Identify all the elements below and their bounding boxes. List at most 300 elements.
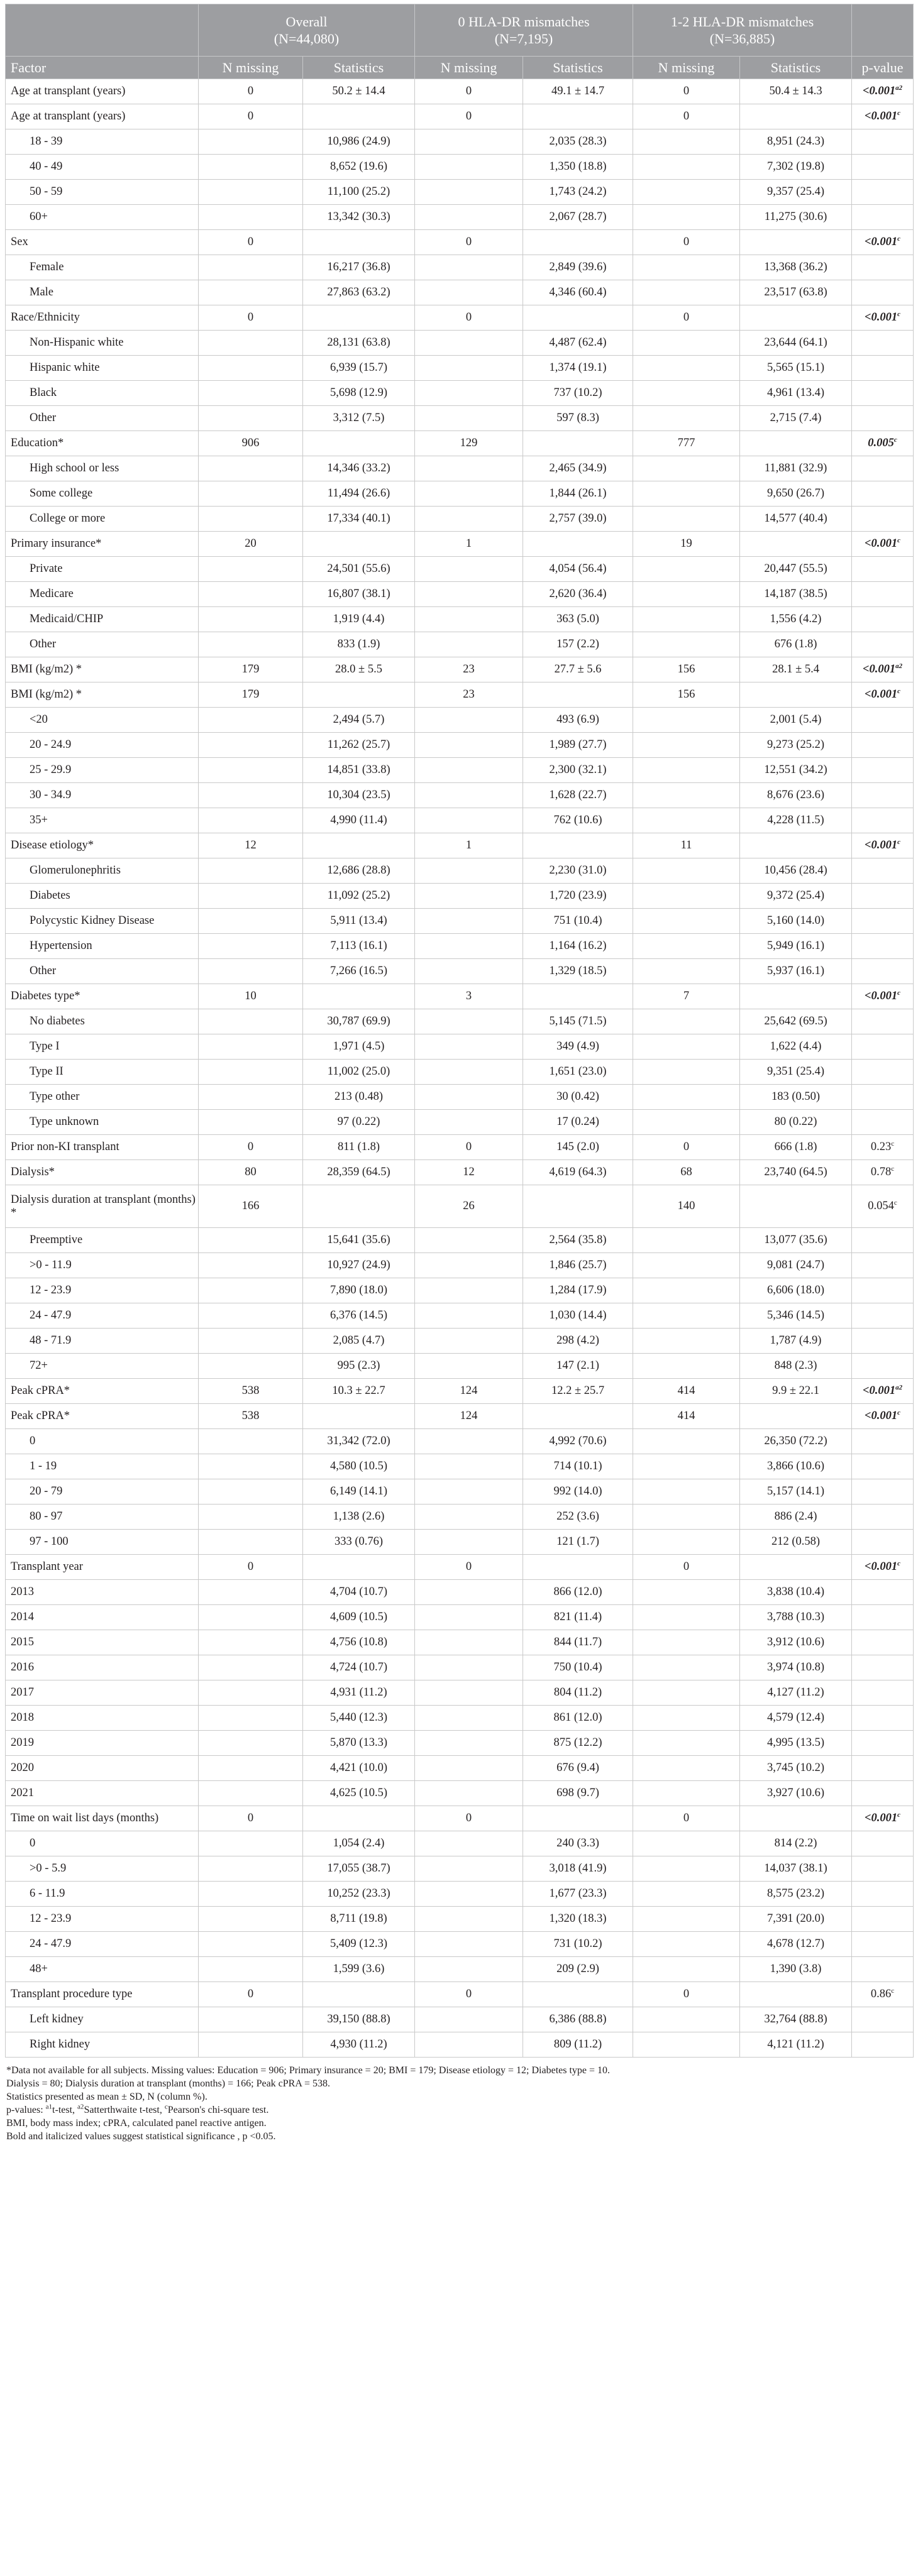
p-value-cell <box>852 1185 914 1228</box>
p-value-cell <box>852 1060 914 1085</box>
factor-cell: Type unknown <box>6 1110 199 1135</box>
n-missing-cell <box>199 1706 303 1731</box>
n-missing-cell: 0 <box>415 1806 523 1831</box>
n-missing-cell: 0 <box>199 79 303 104</box>
statistics-cell: 1,284 (17.9) <box>523 1278 633 1303</box>
statistics-cell: 1,329 (18.5) <box>523 959 633 984</box>
factor-cell: 24 - 47.9 <box>6 1932 199 1957</box>
table-row <box>6 2007 914 2032</box>
factor-cell: 0 <box>6 1831 199 1856</box>
n-missing-cell <box>199 1009 303 1034</box>
p-value-cell <box>852 984 914 1009</box>
p-value-cell <box>852 406 914 431</box>
n-missing-cell: 23 <box>415 682 523 708</box>
n-missing-cell <box>199 1354 303 1379</box>
table-row <box>6 557 914 582</box>
factor-cell: Female <box>6 255 199 280</box>
n-missing-cell: 156 <box>633 657 740 682</box>
statistics-cell: 1,390 (3.8) <box>740 1957 852 1982</box>
table-row <box>6 833 914 858</box>
statistics-cell: 804 (11.2) <box>523 1680 633 1706</box>
p-value-cell <box>852 2032 914 2058</box>
n-missing-cell <box>415 1580 523 1605</box>
statistics-cell: 8,951 (24.3) <box>740 129 852 155</box>
statistics-cell: 814 (2.2) <box>740 1831 852 1856</box>
factor-cell: Education* <box>6 431 199 456</box>
statistics-cell: 23,644 (64.1) <box>740 331 852 356</box>
table-row <box>6 884 914 909</box>
table-row <box>6 1680 914 1706</box>
statistics-cell: 10,304 (23.5) <box>303 783 415 808</box>
table-row <box>6 1354 914 1379</box>
n-missing-cell <box>415 507 523 532</box>
n-missing-cell <box>633 1731 740 1756</box>
p-value-cell <box>852 2007 914 2032</box>
n-missing-cell <box>199 1655 303 1680</box>
statistics-cell: 4,619 (64.3) <box>523 1160 633 1185</box>
factor-cell: 20 - 79 <box>6 1479 199 1504</box>
table-row <box>6 456 914 481</box>
table-row <box>6 1085 914 1110</box>
n-missing-cell <box>199 1253 303 1278</box>
characteristics-table <box>5 4 914 2058</box>
statistics-cell: 25,642 (69.5) <box>740 1009 852 1034</box>
factor-cell: 2018 <box>6 1706 199 1731</box>
n-missing-cell: 26 <box>415 1185 523 1228</box>
factor-cell: Transplant procedure type <box>6 1982 199 2007</box>
statistics-cell: 731 (10.2) <box>523 1932 633 1957</box>
p-value-cell <box>852 1530 914 1555</box>
table-row <box>6 909 914 934</box>
factor-cell: 24 - 47.9 <box>6 1303 199 1329</box>
table-row <box>6 858 914 884</box>
n-missing-cell <box>415 1278 523 1303</box>
n-missing-cell <box>199 406 303 431</box>
statistics-cell: 11,262 (25.7) <box>303 733 415 758</box>
statistics-cell: 8,575 (23.2) <box>740 1882 852 1907</box>
table-row <box>6 1756 914 1781</box>
statistics-cell: 9,273 (25.2) <box>740 733 852 758</box>
p-value-cell <box>852 858 914 884</box>
table-row <box>6 1404 914 1429</box>
statistics-cell: 6,376 (14.5) <box>303 1303 415 1329</box>
n-missing-cell: 414 <box>633 1404 740 1429</box>
n-missing-cell <box>633 1504 740 1530</box>
n-missing-cell <box>633 783 740 808</box>
header-n-missing: N missing <box>199 57 303 79</box>
n-missing-cell <box>199 1278 303 1303</box>
statistics-cell: 183 (0.50) <box>740 1085 852 1110</box>
p-value-cell <box>852 1479 914 1504</box>
statistics-cell: 737 (10.2) <box>523 381 633 406</box>
n-missing-cell <box>199 1680 303 1706</box>
p-value-test-marker: a2 <box>895 1383 903 1391</box>
n-missing-cell <box>415 1479 523 1504</box>
p-value-cell <box>852 1354 914 1379</box>
table-row <box>6 1580 914 1605</box>
p-value-cell <box>852 1429 914 1454</box>
n-missing-cell <box>415 1034 523 1060</box>
statistics-cell: 157 (2.2) <box>523 632 633 657</box>
header-blank-cell <box>6 4 199 57</box>
statistics-cell: 7,890 (18.0) <box>303 1278 415 1303</box>
statistics-cell: 3,912 (10.6) <box>740 1630 852 1655</box>
table-row <box>6 959 914 984</box>
p-value-cell <box>852 733 914 758</box>
statistics-cell: 212 (0.58) <box>740 1530 852 1555</box>
statistics-cell: 2,001 (5.4) <box>740 708 852 733</box>
table-row <box>6 1605 914 1630</box>
p-value-cell <box>852 1253 914 1278</box>
p-value-cell <box>852 808 914 833</box>
n-missing-cell: 19 <box>633 532 740 557</box>
statistics-cell: 4,228 (11.5) <box>740 808 852 833</box>
statistics-cell: 10,986 (24.9) <box>303 129 415 155</box>
statistics-cell: 6,149 (14.1) <box>303 1479 415 1504</box>
statistics-cell: 3,927 (10.6) <box>740 1781 852 1806</box>
p-value-cell <box>852 833 914 858</box>
statistics-cell: 4,990 (11.4) <box>303 808 415 833</box>
p-value-cell <box>852 79 914 104</box>
p-value-test-marker: c <box>897 1559 901 1567</box>
statistics-cell: 13,342 (30.3) <box>303 205 415 230</box>
n-missing-cell <box>633 1856 740 1882</box>
p-value-cell <box>852 1303 914 1329</box>
p-value-cell <box>852 1630 914 1655</box>
n-missing-cell <box>415 1329 523 1354</box>
statistics-cell: 5,409 (12.3) <box>303 1932 415 1957</box>
n-missing-cell: 0 <box>633 230 740 255</box>
n-missing-cell <box>199 129 303 155</box>
footnote-missing-cont: Dialysis = 80; Dialysis duration at transplant (months) = 166; Peak cPRA = 538. <box>6 2078 331 2089</box>
n-missing-cell <box>415 129 523 155</box>
p-value-text: <0.001 <box>862 85 896 97</box>
statistics-cell: 6,606 (18.0) <box>740 1278 852 1303</box>
n-missing-cell <box>633 1329 740 1354</box>
n-missing-cell <box>199 1303 303 1329</box>
n-missing-cell <box>199 1957 303 1982</box>
statistics-cell: 12,686 (28.8) <box>303 858 415 884</box>
table-row <box>6 657 914 682</box>
n-missing-cell <box>633 481 740 507</box>
factor-cell: Prior non-KI transplant <box>6 1135 199 1160</box>
n-missing-cell: 0 <box>199 1806 303 1831</box>
statistics-cell <box>740 1555 852 1580</box>
statistics-cell <box>740 682 852 708</box>
p-value-test-marker: c <box>897 989 901 997</box>
factor-cell: Medicare <box>6 582 199 607</box>
n-missing-cell <box>199 481 303 507</box>
n-missing-cell <box>199 783 303 808</box>
n-missing-cell <box>415 708 523 733</box>
factor-cell: College or more <box>6 507 199 532</box>
factor-cell: Transplant year <box>6 1555 199 1580</box>
factor-cell: Diabetes type* <box>6 984 199 1009</box>
table-row <box>6 582 914 607</box>
header-group-1-2-mismatch: 1-2 HLA-DR mismatches (N=36,885) <box>633 4 852 57</box>
table-row <box>6 1110 914 1135</box>
statistics-cell: 9.9 ± 22.1 <box>740 1379 852 1404</box>
statistics-cell: 10,456 (28.4) <box>740 858 852 884</box>
p-value-cell <box>852 1009 914 1034</box>
statistics-cell: 4,609 (10.5) <box>303 1605 415 1630</box>
statistics-cell: 13,077 (35.6) <box>740 1228 852 1253</box>
statistics-cell <box>523 833 633 858</box>
n-missing-cell: 20 <box>199 532 303 557</box>
footnote-significance: Bold and italicized values suggest statistical significance , p <0.05. <box>6 2131 276 2142</box>
n-missing-cell: 7 <box>633 984 740 1009</box>
statistics-cell <box>740 984 852 1009</box>
n-missing-cell <box>415 1454 523 1479</box>
statistics-cell: 121 (1.7) <box>523 1530 633 1555</box>
table-row <box>6 79 914 104</box>
n-missing-cell <box>633 1882 740 1907</box>
statistics-cell: 861 (12.0) <box>523 1706 633 1731</box>
table-row <box>6 305 914 331</box>
statistics-cell: 11,494 (26.6) <box>303 481 415 507</box>
statistics-cell: 4,487 (62.4) <box>523 331 633 356</box>
factor-cell: 2015 <box>6 1630 199 1655</box>
table-row <box>6 129 914 155</box>
table-row <box>6 381 914 406</box>
table-row <box>6 808 914 833</box>
n-missing-cell <box>633 1278 740 1303</box>
p-value-cell <box>852 1329 914 1354</box>
table-row <box>6 1034 914 1060</box>
n-missing-cell <box>415 1429 523 1454</box>
table-row <box>6 205 914 230</box>
n-missing-cell <box>199 632 303 657</box>
n-missing-cell <box>415 1680 523 1706</box>
statistics-cell: 750 (10.4) <box>523 1655 633 1680</box>
statistics-cell: 886 (2.4) <box>740 1504 852 1530</box>
n-missing-cell <box>415 1605 523 1630</box>
n-missing-cell <box>199 1932 303 1957</box>
p-value-test-marker: c <box>893 436 897 444</box>
n-missing-cell <box>199 2032 303 2058</box>
statistics-cell: 80 (0.22) <box>740 1110 852 1135</box>
factor-cell: Peak cPRA* <box>6 1379 199 1404</box>
statistics-cell: 14,187 (38.5) <box>740 582 852 607</box>
p-value-cell <box>852 708 914 733</box>
statistics-cell: 49.1 ± 14.7 <box>523 79 633 104</box>
n-missing-cell: 0 <box>415 79 523 104</box>
n-missing-cell <box>199 1856 303 1882</box>
p-value-cell <box>852 532 914 557</box>
factor-cell: 2019 <box>6 1731 199 1756</box>
p-value-cell <box>852 1907 914 1932</box>
statistics-cell: 4,421 (10.0) <box>303 1756 415 1781</box>
n-missing-cell <box>199 884 303 909</box>
footnote-pvalues: p-values: $^{a1}$t-test, $^{a2}$Satterthwaite t-test, $^c$Pearson's chi-square test. <box>6 2103 269 2115</box>
p-value-cell <box>852 1655 914 1680</box>
n-missing-cell <box>633 1454 740 1479</box>
n-missing-cell <box>633 934 740 959</box>
statistics-cell: 145 (2.0) <box>523 1135 633 1160</box>
n-missing-cell <box>633 884 740 909</box>
statistics-cell <box>303 305 415 331</box>
statistics-cell: 1,374 (19.1) <box>523 356 633 381</box>
n-missing-cell: 777 <box>633 431 740 456</box>
factor-cell: Private <box>6 557 199 582</box>
n-missing-cell <box>415 381 523 406</box>
table-row <box>6 1655 914 1680</box>
n-missing-cell <box>633 582 740 607</box>
p-value-cell <box>852 682 914 708</box>
factor-cell: 35+ <box>6 808 199 833</box>
factor-cell: Other <box>6 406 199 431</box>
statistics-cell: 1,030 (14.4) <box>523 1303 633 1329</box>
table-footnotes <box>5 2064 913 2143</box>
statistics-cell: 811 (1.8) <box>303 1135 415 1160</box>
footnote-statistics: Statistics presented as mean ± SD, N (column %). <box>6 2091 207 2102</box>
n-missing-cell: 124 <box>415 1404 523 1429</box>
factor-cell: 40 - 49 <box>6 155 199 180</box>
p-value-cell <box>852 1504 914 1530</box>
statistics-cell: 27.7 ± 5.6 <box>523 657 633 682</box>
statistics-cell: 209 (2.9) <box>523 1957 633 1982</box>
factor-cell: High school or less <box>6 456 199 481</box>
factor-cell: 20 - 24.9 <box>6 733 199 758</box>
factor-cell: 12 - 23.9 <box>6 1278 199 1303</box>
n-missing-cell <box>199 1060 303 1085</box>
n-missing-cell <box>199 1228 303 1253</box>
p-value-test-marker: c <box>897 310 901 318</box>
factor-cell: 1 - 19 <box>6 1454 199 1479</box>
statistics-cell: 240 (3.3) <box>523 1831 633 1856</box>
statistics-cell: 11,002 (25.0) <box>303 1060 415 1085</box>
n-missing-cell <box>199 1731 303 1756</box>
p-value-test-marker: c <box>897 109 901 117</box>
statistics-cell: 2,715 (7.4) <box>740 406 852 431</box>
factor-cell: Hypertension <box>6 934 199 959</box>
n-missing-cell: 0 <box>415 1982 523 2007</box>
statistics-cell: 1,844 (26.1) <box>523 481 633 507</box>
n-missing-cell <box>415 180 523 205</box>
n-missing-cell <box>199 1756 303 1781</box>
n-missing-cell <box>415 884 523 909</box>
factor-cell: Right kidney <box>6 2032 199 2058</box>
statistics-cell: 4,579 (12.4) <box>740 1706 852 1731</box>
n-missing-cell: 0 <box>199 1555 303 1580</box>
n-missing-cell <box>415 1831 523 1856</box>
header-blank-cell <box>852 4 914 57</box>
n-missing-cell <box>415 1957 523 1982</box>
header-statistics: Statistics <box>523 57 633 79</box>
statistics-cell <box>303 1185 415 1228</box>
n-missing-cell: 0 <box>633 79 740 104</box>
n-missing-cell <box>633 1253 740 1278</box>
n-missing-cell <box>633 155 740 180</box>
factor-cell: 2017 <box>6 1680 199 1706</box>
n-missing-cell <box>415 255 523 280</box>
factor-cell: Polycystic Kidney Disease <box>6 909 199 934</box>
p-value-cell <box>852 104 914 129</box>
statistics-cell: 3,866 (10.6) <box>740 1454 852 1479</box>
n-missing-cell <box>633 406 740 431</box>
statistics-cell: 3,745 (10.2) <box>740 1756 852 1781</box>
table-row <box>6 1060 914 1085</box>
factor-cell: Age at transplant (years) <box>6 79 199 104</box>
table-row <box>6 1806 914 1831</box>
n-missing-cell: 414 <box>633 1379 740 1404</box>
factor-cell: 48+ <box>6 1957 199 1982</box>
n-missing-cell <box>199 331 303 356</box>
factor-cell: Hispanic white <box>6 356 199 381</box>
factor-cell: Glomerulonephritis <box>6 858 199 884</box>
p-value-cell <box>852 557 914 582</box>
p-value-text: <0.001 <box>865 1410 898 1422</box>
statistics-cell: 9,351 (25.4) <box>740 1060 852 1085</box>
table-row <box>6 1379 914 1404</box>
p-value-cell <box>852 507 914 532</box>
header-factor: Factor <box>6 57 199 79</box>
table-row <box>6 255 914 280</box>
p-value-cell <box>852 909 914 934</box>
statistics-cell <box>523 532 633 557</box>
factor-cell: Diabetes <box>6 884 199 909</box>
n-missing-cell: 0 <box>633 1806 740 1831</box>
n-missing-cell <box>633 1429 740 1454</box>
n-missing-cell <box>415 406 523 431</box>
statistics-cell: 3,018 (41.9) <box>523 1856 633 1882</box>
statistics-cell: 3,974 (10.8) <box>740 1655 852 1680</box>
factor-cell: 6 - 11.9 <box>6 1882 199 1907</box>
p-value-cell <box>852 1731 914 1756</box>
statistics-cell: 5,440 (12.3) <box>303 1706 415 1731</box>
factor-cell: Medicaid/CHIP <box>6 607 199 632</box>
statistics-cell: 5,870 (13.3) <box>303 1731 415 1756</box>
n-missing-cell <box>633 1957 740 1982</box>
statistics-cell: 213 (0.48) <box>303 1085 415 1110</box>
n-missing-cell <box>415 1856 523 1882</box>
n-missing-cell <box>633 1655 740 1680</box>
factor-cell: Disease etiology* <box>6 833 199 858</box>
n-missing-cell <box>199 356 303 381</box>
n-missing-cell <box>415 1932 523 1957</box>
statistics-cell: 30,787 (69.9) <box>303 1009 415 1034</box>
n-missing-cell <box>199 1479 303 1504</box>
statistics-cell: 1,677 (23.3) <box>523 1882 633 1907</box>
n-missing-cell <box>199 1630 303 1655</box>
p-value-text: <0.001 <box>865 110 898 123</box>
statistics-cell: 2,849 (39.6) <box>523 255 633 280</box>
n-missing-cell <box>415 959 523 984</box>
n-missing-cell <box>199 708 303 733</box>
statistics-cell: 5,565 (15.1) <box>740 356 852 381</box>
table-row <box>6 155 914 180</box>
n-missing-cell <box>199 180 303 205</box>
statistics-cell: 676 (1.8) <box>740 632 852 657</box>
p-value-cell <box>852 155 914 180</box>
n-missing-cell <box>415 155 523 180</box>
factor-cell: Primary insurance* <box>6 532 199 557</box>
statistics-cell: 6,386 (88.8) <box>523 2007 633 2032</box>
p-value-cell <box>852 1756 914 1781</box>
table-row <box>6 1781 914 1806</box>
table-row <box>6 280 914 305</box>
table-row <box>6 406 914 431</box>
table-row <box>6 1530 914 1555</box>
statistics-cell <box>303 984 415 1009</box>
p-value-cell <box>852 1110 914 1135</box>
statistics-cell: 333 (0.76) <box>303 1530 415 1555</box>
p-value-test-marker: a2 <box>895 662 903 670</box>
factor-cell: Age at transplant (years) <box>6 104 199 129</box>
statistics-cell: 1,846 (25.7) <box>523 1253 633 1278</box>
statistics-cell: 11,881 (32.9) <box>740 456 852 481</box>
n-missing-cell <box>415 1630 523 1655</box>
